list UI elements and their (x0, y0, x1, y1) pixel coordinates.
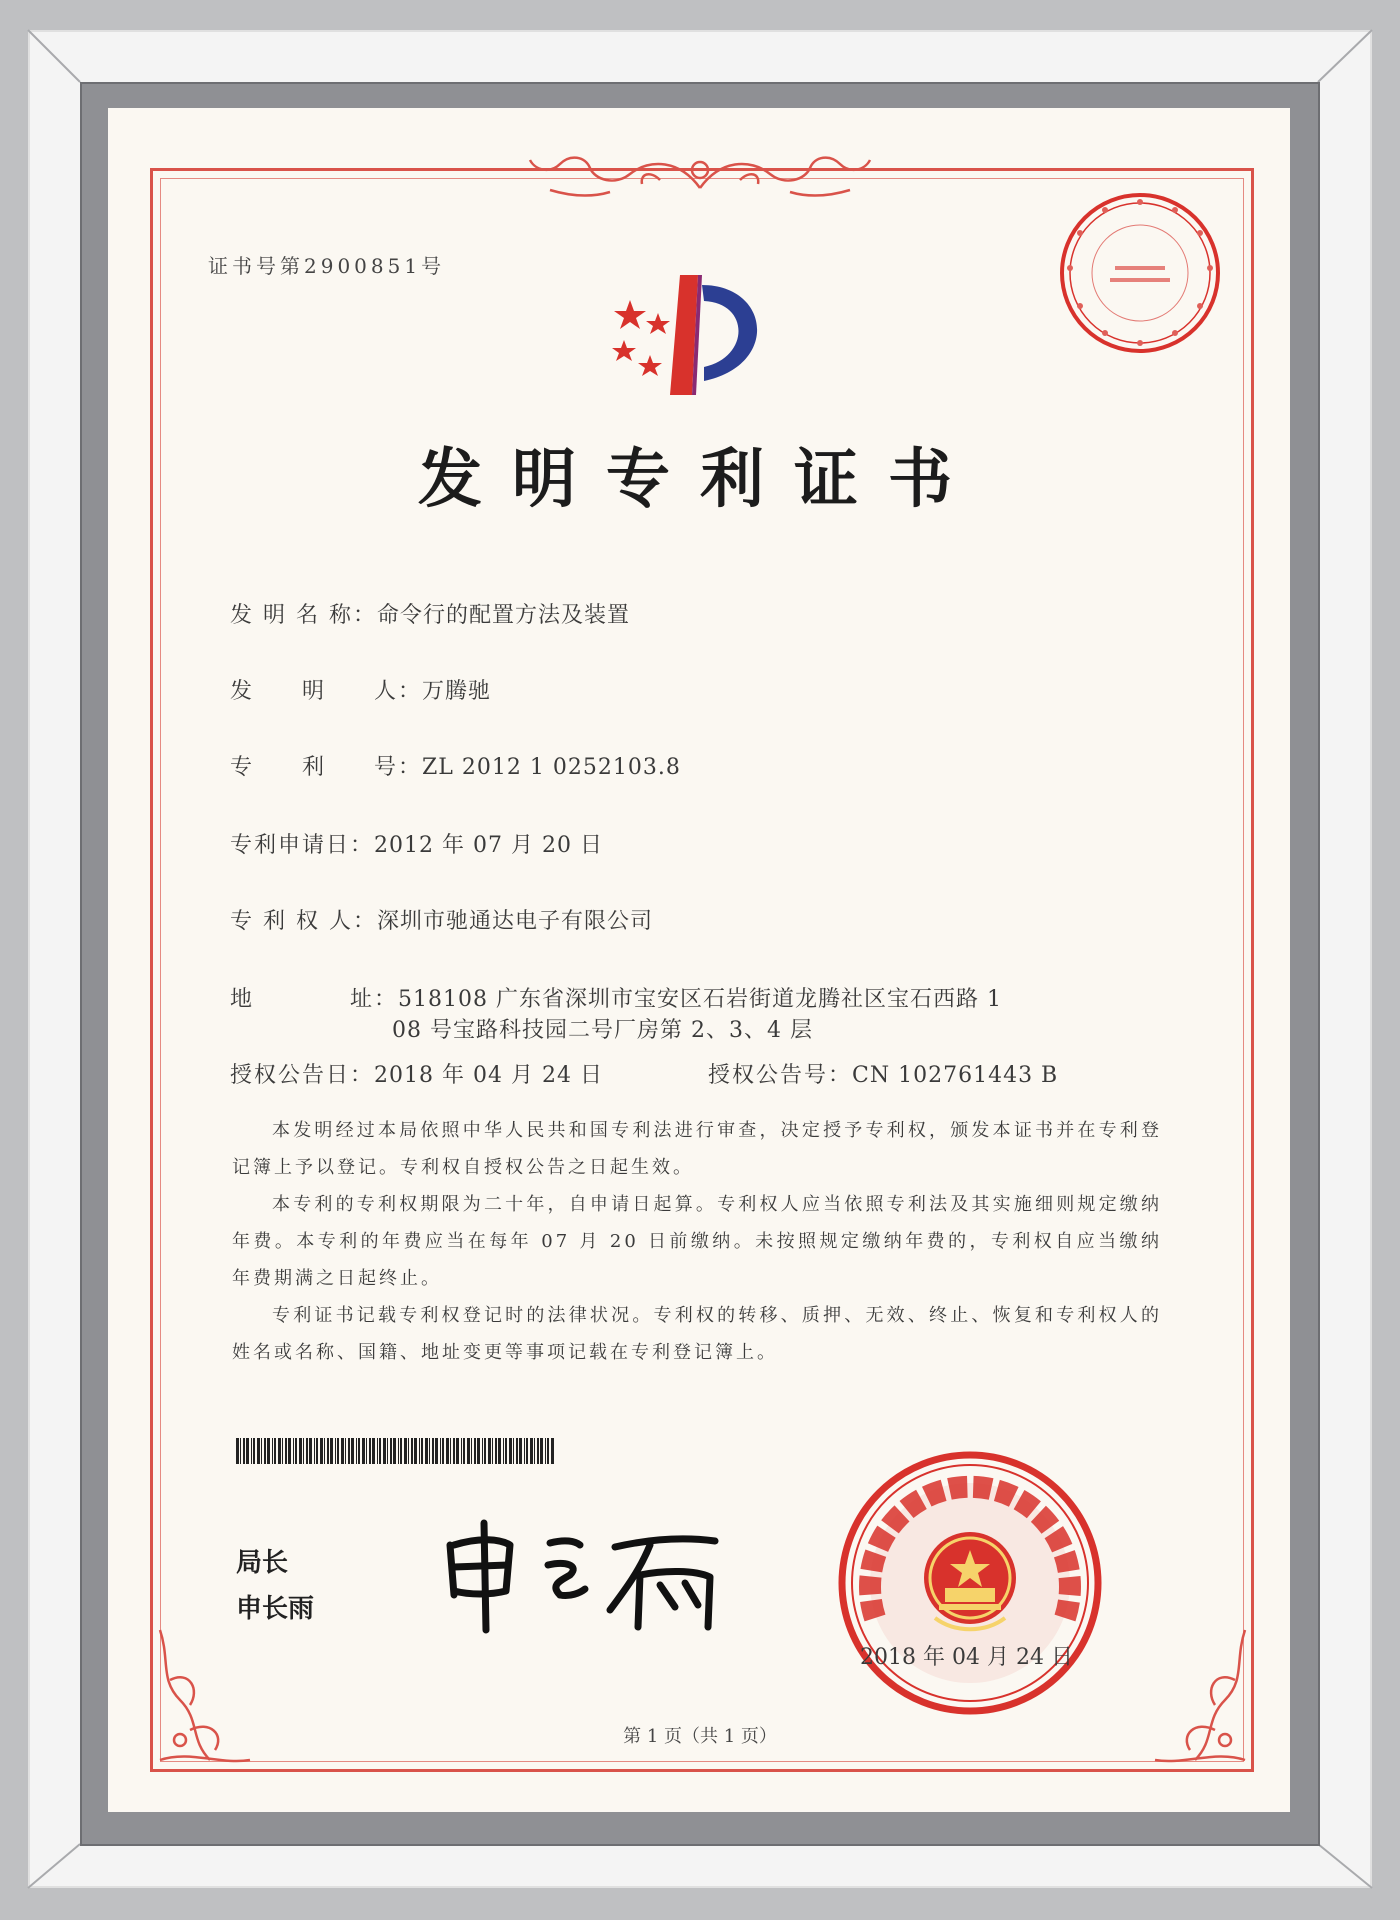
filing-date-label: 专利申请日： (230, 833, 375, 858)
patentee-field (230, 904, 653, 935)
barcode-bar (461, 1438, 462, 1464)
barcode-bar (337, 1438, 339, 1464)
barcode-bar (272, 1438, 273, 1464)
barcode-bar (264, 1438, 266, 1464)
barcode-bar (450, 1438, 451, 1464)
grant-number-value: CN 102761443 B (852, 1063, 1059, 1088)
barcode-bar (299, 1438, 302, 1464)
barcode-bar (492, 1438, 493, 1464)
barcode-bar (534, 1438, 535, 1464)
barcode-bar (503, 1438, 504, 1464)
barcode-bar (274, 1438, 276, 1464)
barcode-bar (351, 1438, 354, 1464)
small-seal-icon (1055, 188, 1225, 358)
barcode-bar (440, 1438, 441, 1464)
certificate-title: 发明专利证书 (418, 442, 982, 517)
barcode-bar (509, 1438, 512, 1464)
barcode-bar (467, 1438, 470, 1464)
barcode-bar (261, 1438, 262, 1464)
barcode-icon (236, 1438, 556, 1464)
barcode-bar (429, 1438, 430, 1464)
barcode-bar (341, 1438, 344, 1464)
barcode-bar (477, 1438, 480, 1464)
barcode-bar (282, 1438, 283, 1464)
barcode-bar (505, 1438, 507, 1464)
invention-name-field (230, 598, 630, 629)
grant-date-label: 授权公告日： (230, 1063, 375, 1088)
barcode-bar (243, 1438, 245, 1464)
barcode-bar (530, 1438, 533, 1464)
barcode-bar (400, 1438, 402, 1464)
body-paragraph-1: 本发明经过本局依照中华人民共和国专利法进行审查，决定授予专利权，颁发本证书并在专利登记簿上予以登记。专利权自授权公告之日起生效。 (232, 1120, 1162, 1178)
barcode-bar (419, 1438, 420, 1464)
official-seal-icon (835, 1448, 1105, 1718)
body-paragraph-3: 专利证书记载专利权登记时的法律状况。专利权的转移、质押、无效、终止、恢复和专利权人的姓名或名称、国籍、地址变更等事项记载在专利登记簿上。 (232, 1305, 1162, 1363)
barcode-bar (432, 1438, 434, 1464)
barcode-bar (421, 1438, 423, 1464)
barcode-bar (236, 1438, 239, 1464)
barcode-bar (390, 1438, 392, 1464)
barcode-bar (303, 1438, 304, 1464)
address-line1: 518108 广东省深圳市宝安区石岩街道龙腾社区宝石西路 1 (398, 987, 1002, 1012)
barcode-bar (456, 1438, 459, 1464)
barcode-bar (411, 1438, 413, 1464)
barcode-bar (540, 1438, 543, 1464)
barcode-bar (372, 1438, 375, 1464)
inventor-value: 万腾驰 (422, 679, 492, 704)
barcode-bar (267, 1438, 270, 1464)
barcode-bar (551, 1438, 554, 1464)
barcode-bar (513, 1438, 514, 1464)
barcode-bar (257, 1438, 260, 1464)
address-field (230, 982, 1002, 1013)
barcode-bar (404, 1438, 407, 1464)
body-paragraph-2: 本专利的专利权期限为二十年，自申请日起算。专利权人应当依照专利法及其实施细则规定缴纳年费。本专利的年费应当在每年 07 月 20 日前缴纳。未按照规定缴纳年费的，专利权自应当缴纳年费期满之日起终止。 (232, 1194, 1162, 1289)
barcode-bar (471, 1438, 472, 1464)
barcode-bar (295, 1438, 297, 1464)
inventor-field (230, 674, 491, 705)
barcode-bar (425, 1438, 428, 1464)
barcode-bar (316, 1438, 318, 1464)
inventor-label: 发 明 人： (230, 679, 423, 704)
patent-number-field (230, 750, 681, 781)
barcode-bar (293, 1438, 294, 1464)
patent-number-value: ZL 2012 1 0252103.8 (422, 755, 681, 780)
barcode-bar (366, 1438, 367, 1464)
barcode-bar (288, 1438, 291, 1464)
barcode-bar (484, 1438, 486, 1464)
barcode-bar (488, 1438, 491, 1464)
barcode-bar (414, 1438, 417, 1464)
filing-date-field (230, 828, 603, 859)
barcode-bar (545, 1438, 546, 1464)
grant-number-label: 授权公告号： (708, 1063, 853, 1088)
barcode-bar (362, 1438, 365, 1464)
barcode-bar (345, 1438, 346, 1464)
top-ornament-icon (510, 140, 890, 200)
barcode-bar (356, 1438, 357, 1464)
barcode-bar (516, 1438, 518, 1464)
barcode-bar (278, 1438, 281, 1464)
director-name: 申长雨 (236, 1594, 315, 1624)
barcode-bar (330, 1438, 333, 1464)
barcode-bar (379, 1438, 381, 1464)
director-title: 局长 (236, 1548, 289, 1578)
barcode-bar (398, 1438, 399, 1464)
barcode-bar (327, 1438, 329, 1464)
barcode-bar (348, 1438, 350, 1464)
address-line2: 08 号宝路科技园二号厂房第 2、3、4 层 (392, 1018, 813, 1043)
barcode-bar (246, 1438, 249, 1464)
barcode-bar (547, 1438, 549, 1464)
barcode-bar (435, 1438, 438, 1464)
certificate-number: 证书号第2900851号 (208, 254, 446, 278)
barcode-bar (285, 1438, 287, 1464)
barcode-bar (358, 1438, 360, 1464)
invention-name-value: 命令行的配置方法及装置 (376, 603, 630, 628)
patent-number-label: 专 利 号： (230, 755, 423, 780)
barcode-bar (442, 1438, 444, 1464)
barcode-bar (251, 1438, 252, 1464)
page-number: 第 1 页（共 1 页） (623, 1726, 777, 1747)
barcode-bar (463, 1438, 465, 1464)
grant-number-field (708, 1058, 1058, 1089)
grant-date-field (230, 1058, 603, 1089)
barcode-bar (408, 1438, 409, 1464)
seal-date: 2018 年 04 月 24 日 (860, 1645, 1073, 1670)
barcode-bar (335, 1438, 336, 1464)
barcode-bar (324, 1438, 325, 1464)
director-signature-icon (440, 1515, 730, 1635)
barcode-bar (482, 1438, 483, 1464)
barcode-bar (495, 1438, 497, 1464)
barcode-bar (519, 1438, 522, 1464)
barcode-bar (309, 1438, 312, 1464)
barcode-bar (306, 1438, 308, 1464)
patentee-value: 深圳市驰通达电子有限公司 (376, 909, 653, 934)
barcode-bar (498, 1438, 501, 1464)
barcode-bar (377, 1438, 378, 1464)
patent-office-logo-icon (600, 255, 800, 405)
filing-date-value: 2012 年 07 月 20 日 (374, 833, 603, 858)
patentee-label: 专 利 权 人： (230, 909, 377, 934)
barcode-bar (393, 1438, 396, 1464)
director-block (236, 1540, 314, 1632)
barcode-bar (253, 1438, 255, 1464)
barcode-bar (240, 1438, 241, 1464)
address-label: 地 址： (230, 987, 399, 1012)
invention-name-label: 发 明 名 称： (230, 603, 377, 628)
barcode-bar (474, 1438, 476, 1464)
barcode-bar (314, 1438, 315, 1464)
barcode-bar (537, 1438, 539, 1464)
barcode-bar (446, 1438, 449, 1464)
barcode-bar (524, 1438, 525, 1464)
grant-date-value: 2018 年 04 月 24 日 (374, 1063, 603, 1088)
barcode-bar (320, 1438, 323, 1464)
barcode-bar (387, 1438, 388, 1464)
barcode-bar (383, 1438, 386, 1464)
barcode-bar (526, 1438, 528, 1464)
barcode-bar (453, 1438, 455, 1464)
barcode-bar (369, 1438, 371, 1464)
